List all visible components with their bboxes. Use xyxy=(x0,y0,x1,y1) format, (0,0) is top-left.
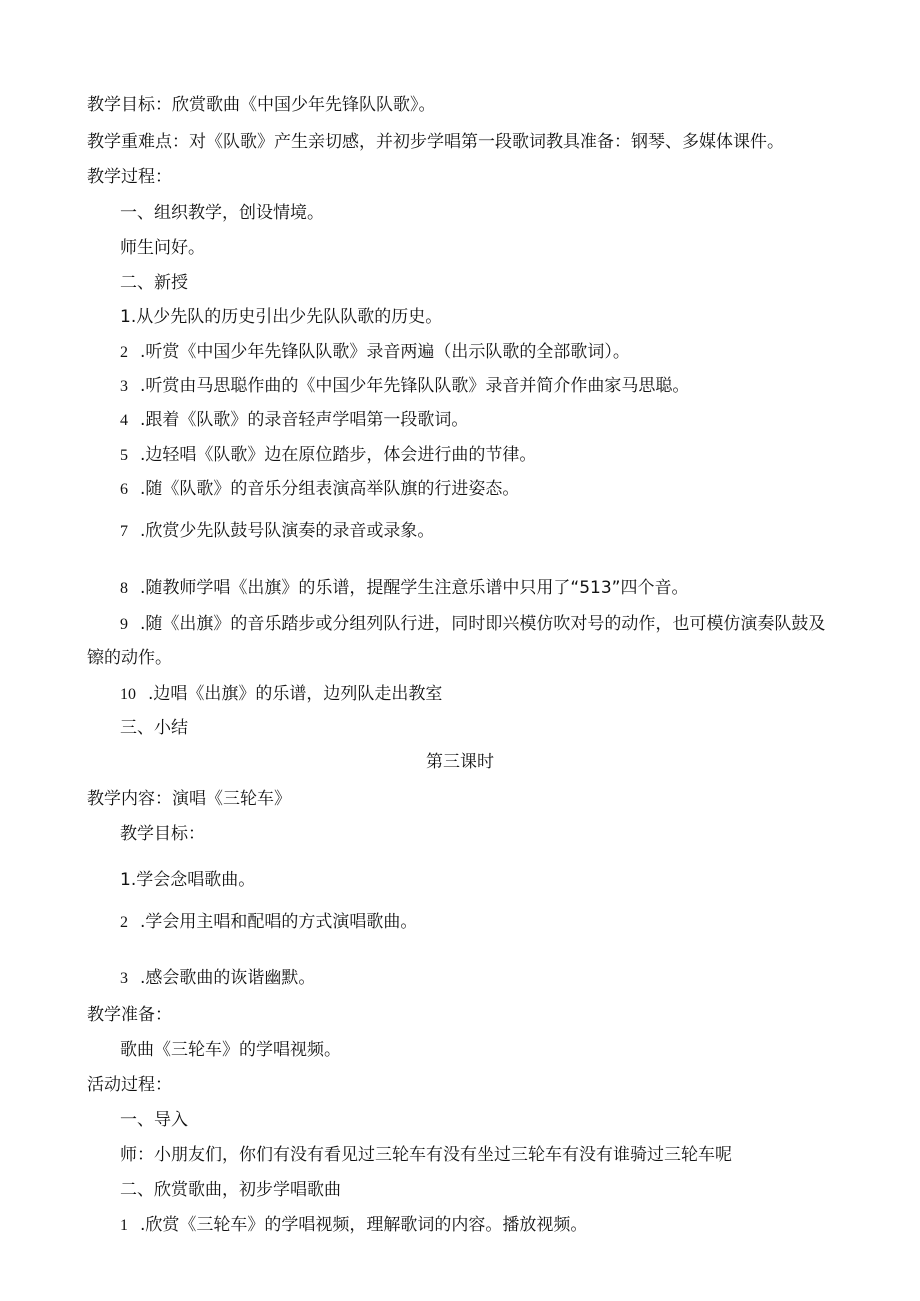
activity-two-item-1 xyxy=(120,1214,587,1237)
list-text: .边轻唱《队歌》边在原位踏步，体会进行曲的节律。 xyxy=(140,445,537,465)
teaching-process-heading: 教学过程： xyxy=(87,167,172,187)
goal-item-1: 1.学会念唱歌曲。 xyxy=(120,870,256,890)
list-number: 3 xyxy=(120,378,128,395)
list-number: 5 xyxy=(120,447,128,464)
list-number: 9 xyxy=(120,616,128,633)
section-two: 二、新授 xyxy=(120,273,188,293)
list-text: .跟着《队歌》的录音轻声学唱第一段歌词。 xyxy=(140,410,469,430)
list-text: .欣赏少先队鼓号队演奏的录音或录象。 xyxy=(140,521,435,541)
activity-process-heading: 活动过程： xyxy=(87,1075,172,1095)
list-number: 2 xyxy=(120,344,128,361)
list-text: .随《队歌》的音乐分组表演高举队旗的行进姿态。 xyxy=(140,479,520,499)
teaching-content: 教学内容：演唱《三轮车》 xyxy=(87,789,291,809)
list-text: .听赏由马思聪作曲的《中国少年先锋队队歌》录音并简介作曲家马思聪。 xyxy=(140,376,690,396)
teaching-goal: 教学目标：欣赏歌曲《中国少年先锋队队歌》。 xyxy=(87,95,436,115)
list-item-4 xyxy=(120,409,468,432)
list-number: 6 xyxy=(120,481,128,498)
greeting: 师生问好。 xyxy=(120,238,205,258)
list-text: .学会用主唱和配唱的方式演唱歌曲。 xyxy=(140,912,418,932)
teaching-prep-heading: 教学准备： xyxy=(87,1005,172,1025)
lesson-title: 第三课时 xyxy=(426,752,494,772)
teacher-dialogue: 师：小朋友们，你们有没有看见过三轮车有没有坐过三轮车有没有谁骑过三轮车呢 xyxy=(120,1145,732,1165)
list-text: .感会歌曲的诙谐幽默。 xyxy=(140,968,316,988)
section-three: 三、小结 xyxy=(120,718,188,738)
list-item-9 xyxy=(120,613,825,636)
list-number: 4 xyxy=(120,412,128,429)
list-text: .随教师学唱《出旗》的乐谱，提醒学生注意乐谱中只用了“513”四个音。 xyxy=(140,578,689,598)
section-one: 一、组织教学，创设情境。 xyxy=(120,203,324,223)
list-text: .随《出旗》的音乐踏步或分组列队行进，同时即兴模仿吹对号的动作，也可模仿演奏队鼓及 xyxy=(140,614,826,634)
list-item-7 xyxy=(120,520,434,543)
list-number: 3 xyxy=(120,970,128,987)
list-item-5 xyxy=(120,444,536,467)
list-item-2 xyxy=(120,341,630,364)
teaching-goal-heading: 教学目标： xyxy=(120,824,205,844)
activity-one: 一、导入 xyxy=(120,1110,188,1130)
list-item-6 xyxy=(120,478,519,501)
list-text: .听赏《中国少年先锋队队歌》录音两遍（出示队歌的全部歌词）。 xyxy=(140,342,630,362)
list-item-10 xyxy=(120,683,442,706)
teaching-difficulty: 教学重难点：对《队歌》产生亲切感，并初步学唱第一段歌词教具准备：钢琴、多媒体课件。 xyxy=(87,132,784,152)
list-item-3 xyxy=(120,375,689,398)
list-item-8 xyxy=(120,577,688,600)
list-number: 1 xyxy=(120,1217,128,1234)
list-text: .欣赏《三轮车》的学唱视频，理解歌词的内容。播放视频。 xyxy=(140,1215,588,1235)
teaching-prep-item: 歌曲《三轮车》的学唱视频。 xyxy=(120,1040,341,1060)
activity-two: 二、欣赏歌曲，初步学唱歌曲 xyxy=(120,1180,341,1200)
list-number: 2 xyxy=(120,914,128,931)
list-number: 7 xyxy=(120,523,128,540)
list-item-1: 1.从少先队的历史引出少先队队歌的历史。 xyxy=(120,307,443,327)
goal-item-2 xyxy=(120,911,417,934)
list-number: 10 xyxy=(120,686,136,703)
list-text: .边唱《出旗》的乐谱，边列队走出教室 xyxy=(148,684,443,704)
goal-item-3 xyxy=(120,967,315,990)
list-item-9-continued: 镲的动作。 xyxy=(87,648,172,668)
list-number: 8 xyxy=(120,580,128,597)
